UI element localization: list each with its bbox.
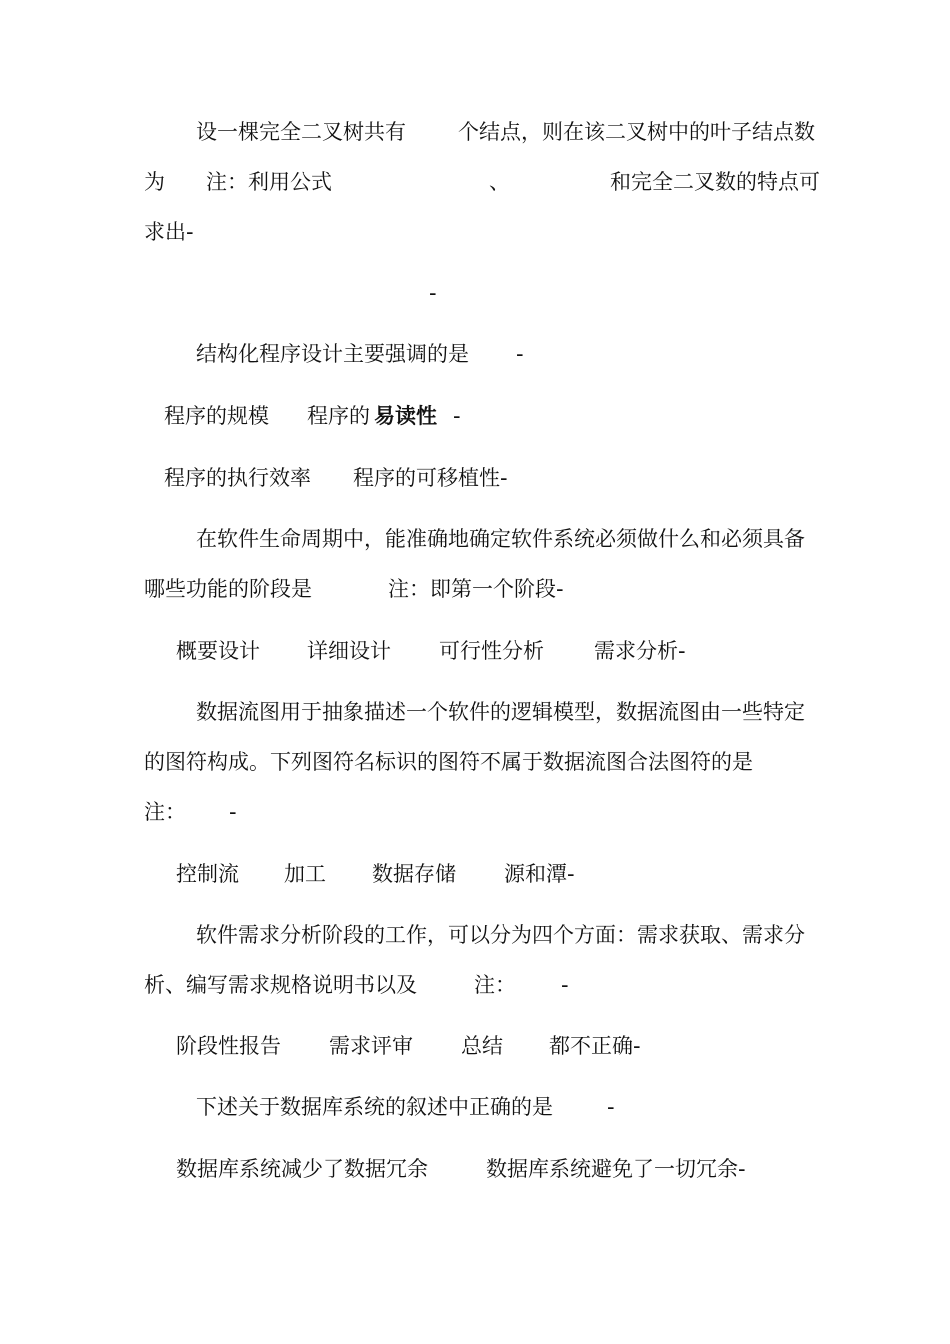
q2-option-b-prefix: 程序的: [307, 404, 370, 428]
q1-line2-part4: 和完全二叉数的特点可: [610, 170, 820, 194]
q4-line3-part1: 注：: [144, 800, 186, 824]
q3-line1: 在软件生命周期中，能准确地确定软件系统必须做什么和必须具备: [196, 527, 805, 551]
q6-option-a: 数据库系统减少了数据冗余: [176, 1157, 428, 1181]
q3-option-b: 详细设计: [307, 639, 391, 663]
q4-option-b: 加工: [284, 862, 326, 886]
q5-line1: 软件需求分析阶段的工作，可以分为四个方面：需求获取、需求分: [196, 923, 805, 947]
q1-answer-dash: -: [429, 281, 437, 305]
q2-option-a: 程序的规模: [164, 404, 269, 428]
q4-option-c: 数据存储: [372, 862, 456, 886]
q4-option-d: 源和潭-: [504, 862, 575, 886]
q5-option-b: 需求评审: [329, 1034, 413, 1058]
q6-stem: 下述关于数据库系统的叙述中正确的是: [196, 1095, 553, 1119]
q3-line2-part1: 哪些功能的阶段是: [144, 577, 312, 601]
q4-line3-dash: -: [229, 800, 237, 824]
q4-line2: 的图符构成。下列图符名标识的图符不属于数据流图合法图符的是: [144, 750, 753, 774]
q1-line1-part2: 个结点，则在该二叉树中的叶子结点数: [458, 120, 815, 144]
q2-stem: 结构化程序设计主要强调的是: [196, 342, 469, 366]
q6-option-b: 数据库系统避免了一切冗余-: [486, 1157, 746, 1181]
q2-option-c: 程序的执行效率: [164, 466, 311, 490]
q5-line2-part1: 析、编写需求规格说明书以及: [144, 973, 417, 997]
q1-line2-part3: 、: [489, 170, 510, 194]
q5-line2-dash: -: [561, 973, 569, 997]
q5-option-a: 阶段性报告: [176, 1034, 281, 1058]
q6-stem-dash: -: [607, 1095, 615, 1119]
q2-option-d: 程序的可移植性-: [353, 466, 508, 490]
q1-line3: 求出-: [144, 220, 194, 244]
q1-line2-part2: 注：利用公式: [206, 170, 332, 194]
q4-line1: 数据流图用于抽象描述一个软件的逻辑模型，数据流图由一些特定: [196, 700, 805, 724]
q3-option-c: 可行性分析: [439, 639, 544, 663]
q5-option-d: 都不正确-: [549, 1034, 641, 1058]
q3-option-d: 需求分析-: [594, 639, 686, 663]
q3-option-a: 概要设计: [176, 639, 260, 663]
q2-option-b-bold: 易读性: [374, 404, 437, 428]
q3-line2-part2: 注：即第一个阶段-: [388, 577, 564, 601]
q1-line2-part1: 为: [144, 170, 165, 194]
q2-stem-dash: -: [516, 342, 524, 366]
q5-option-c: 总结: [461, 1034, 503, 1058]
q2-option-b-dash: -: [453, 404, 461, 428]
q1-line1-part1: 设一棵完全二叉树共有: [196, 120, 406, 144]
q5-line2-part2: 注：: [474, 973, 516, 997]
q4-option-a: 控制流: [176, 862, 239, 886]
